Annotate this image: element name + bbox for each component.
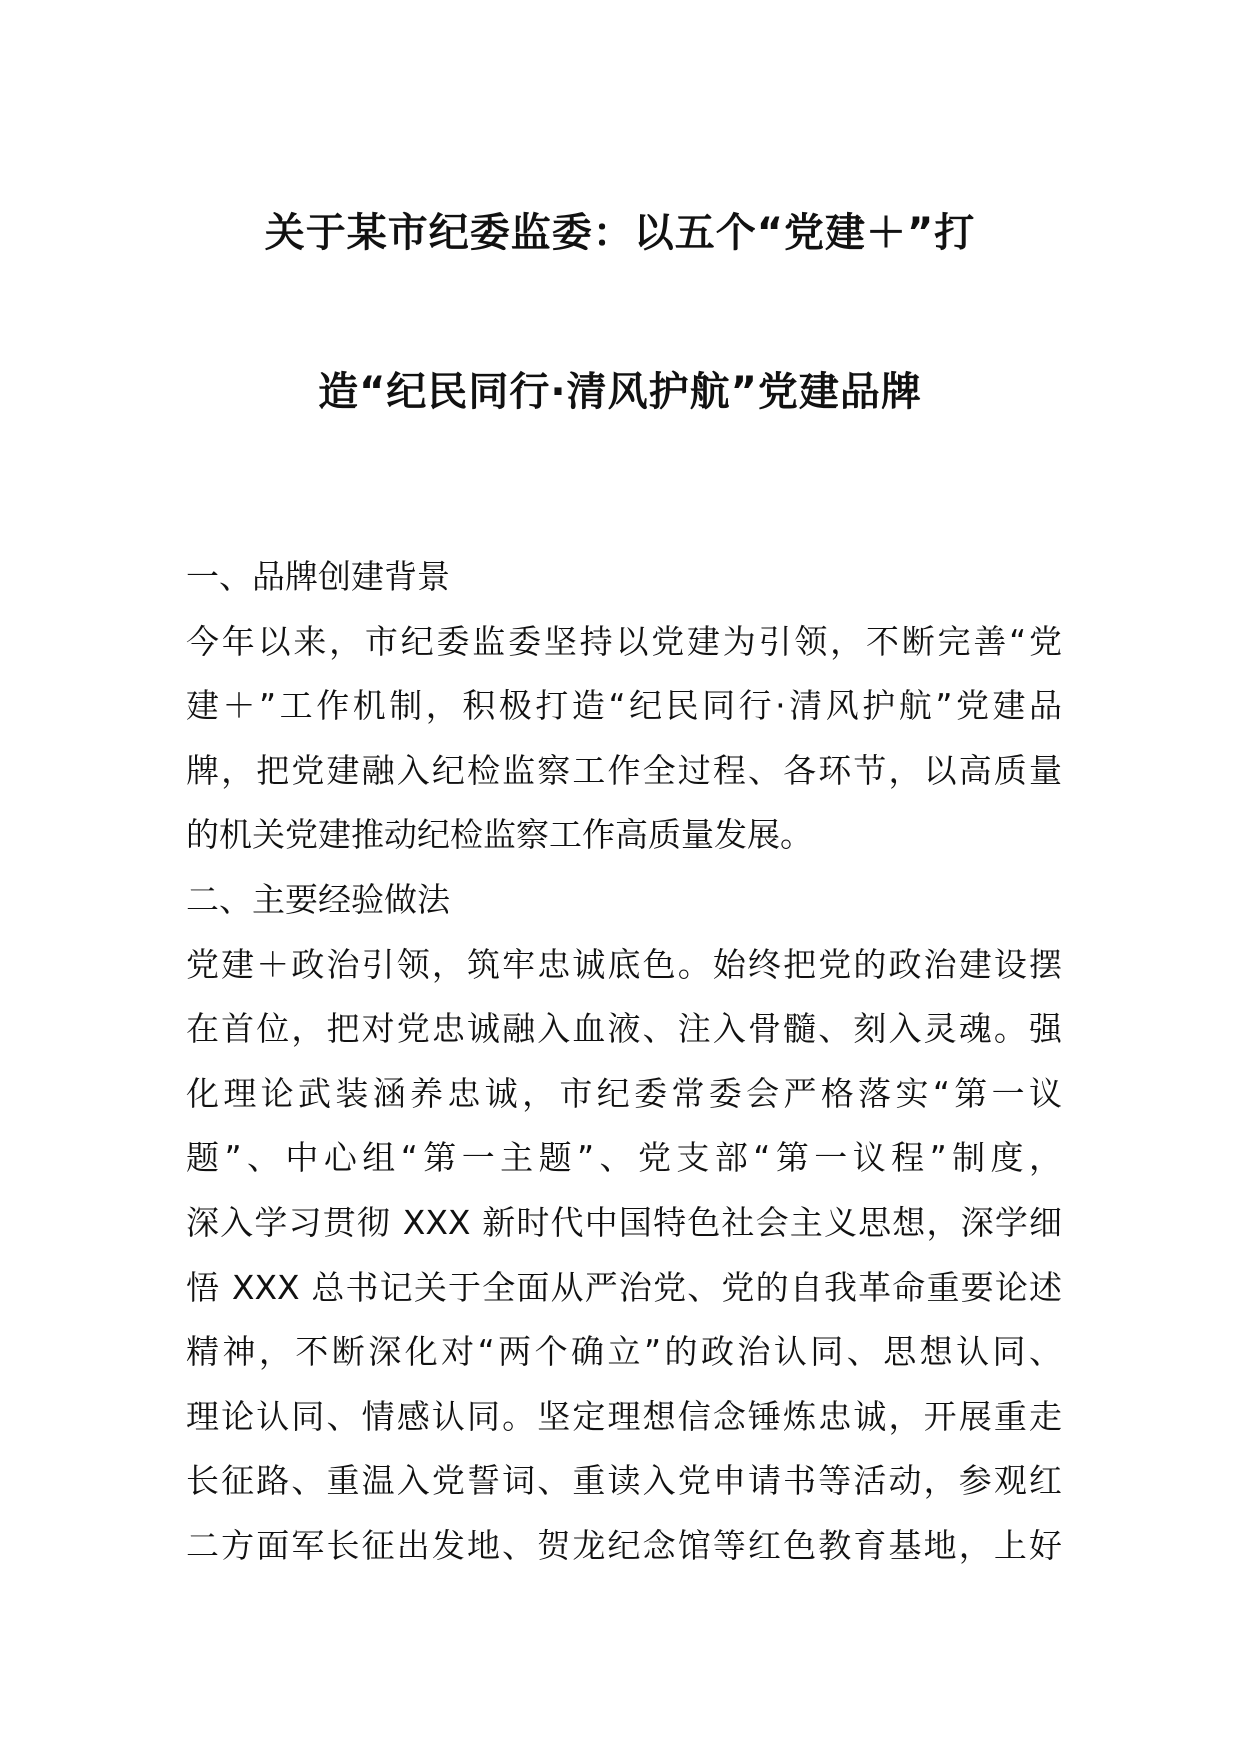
body-text-line: 长征路、重温入党誓词、重读入党申请书等活动，参观红 [186, 1461, 1062, 1501]
body-text-line: 今年以来，市纪委监委坚持以党建为引领，不断完善“党 [186, 621, 1062, 661]
body-text-line: 二方面军长征出发地、贺龙纪念馆等红色教育基地，上好 [186, 1525, 1062, 1565]
body-text-line: 党建＋政治引领，筑牢忠诚底色。始终把党的政治建设摆 [186, 944, 1062, 984]
body-text-line: 建＋”工作机制，积极打造“纪民同行·清风护航”党建品 [186, 686, 1062, 726]
body-text-line: 理论认同、情感认同。坚定理想信念锤炼忠诚，开展重走 [186, 1396, 1062, 1436]
body-text-line: 悟 XXX 总书记关于全面从严治党、党的自我革命重要论述 [186, 1267, 1062, 1307]
body-text-line: 深入学习贯彻 XXX 新时代中国特色社会主义思想，深学细 [186, 1202, 1062, 1242]
body-text-line: 化理论武装涵养忠诚，市纪委常委会严格落实“第一议 [186, 1073, 1062, 1113]
body-text-line: 题”、中心组“第一主题”、党支部“第一议程”制度， [186, 1138, 1062, 1178]
body-text-line: 一、品牌创建背景 [186, 557, 450, 596]
body-text-line: 在首位，把对党忠诚融入血液、注入骨髓、刻入灵魂。强 [186, 1009, 1062, 1049]
body-text-line: 牌，把党建融入纪检监察工作全过程、各环节，以高质量 [186, 750, 1062, 790]
document-body [186, 545, 1062, 1579]
document-title-line-2: 造“纪民同行·清风护航”党建品牌 [318, 369, 922, 415]
document-title-line-1: 关于某市纪委监委：以五个“党建＋”打 [264, 210, 976, 256]
body-text-line: 的机关党建推动纪检监察工作高质量发展。 [186, 815, 813, 855]
body-text-line: 二、主要经验做法 [186, 879, 450, 919]
body-text-line: 精神，不断深化对“两个确立”的政治认同、思想认同、 [186, 1332, 1062, 1372]
